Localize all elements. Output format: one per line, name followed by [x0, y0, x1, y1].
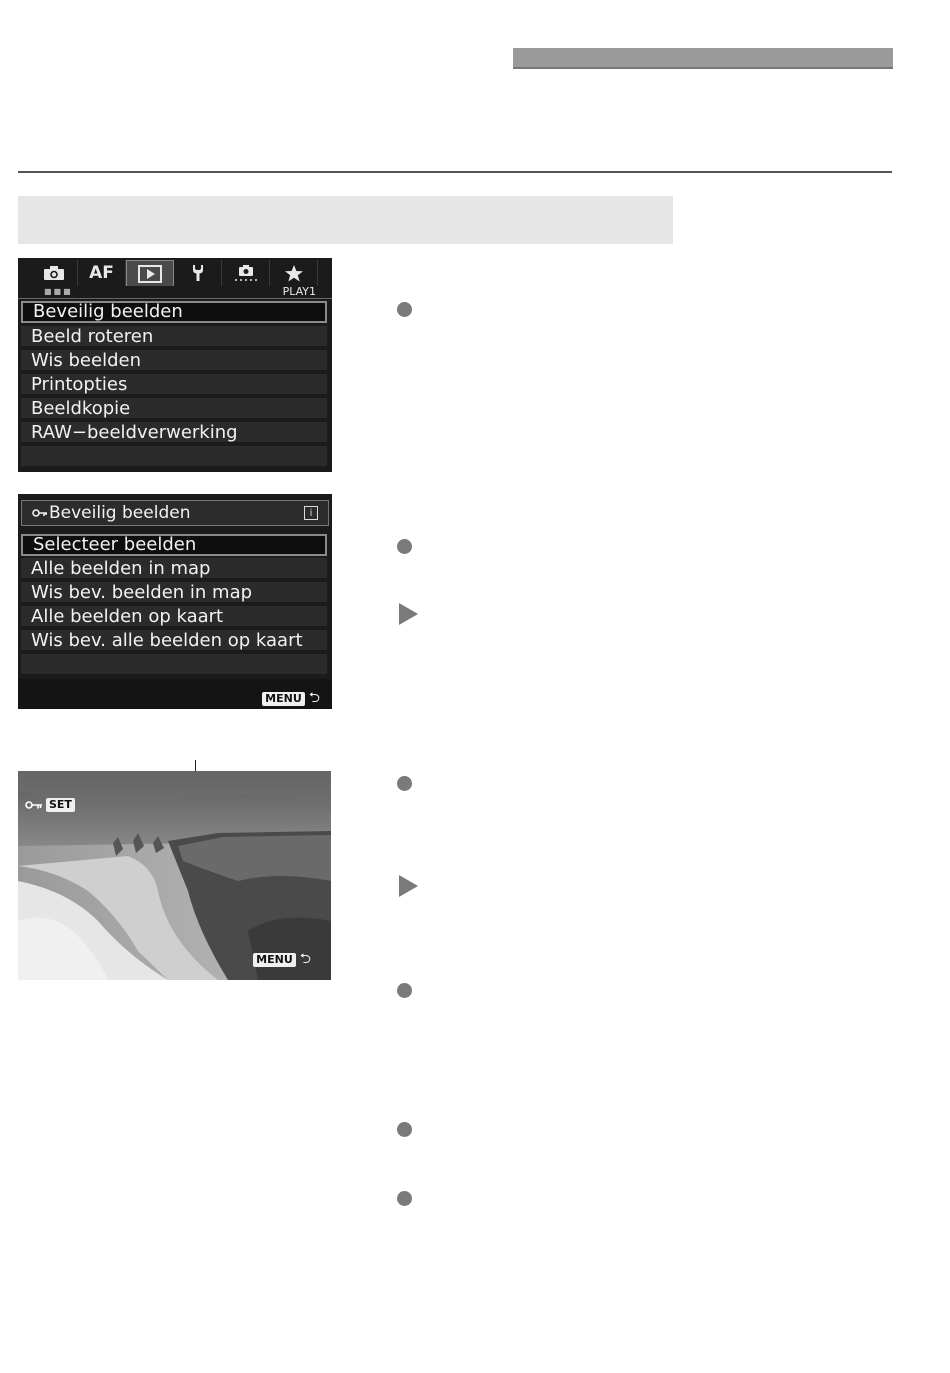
screen-footer [18, 679, 332, 709]
menu-button-label: MENU [262, 692, 305, 706]
bullet-icon [397, 539, 412, 554]
protect-set-indicator [25, 798, 75, 812]
section-title-band [18, 196, 673, 244]
menu-item-beeld-roteren[interactable]: Beeld roteren [21, 326, 327, 348]
playback-menu-screen [18, 258, 332, 472]
custom-camera-icon [234, 264, 258, 282]
tab-divider [18, 298, 332, 299]
horizontal-rule [18, 171, 892, 173]
playback-icon [138, 265, 162, 283]
wrench-icon [190, 264, 206, 282]
tab-af[interactable] [78, 260, 126, 286]
menu-item-wis-bev-beelden-in-map[interactable]: Wis bev. beelden in map [21, 582, 327, 604]
protect-images-screen [18, 494, 332, 709]
section-header-bar [513, 48, 893, 69]
info-icon[interactable] [304, 506, 318, 520]
tab-camera[interactable] [30, 260, 78, 286]
menu-item-wis-beelden[interactable]: Wis beelden [21, 350, 327, 372]
key-icon [32, 508, 48, 518]
step-triangle-icon [399, 603, 418, 625]
key-icon [25, 800, 43, 810]
subtab-indicator: ■■■ [44, 287, 73, 296]
set-button-label: SET [46, 798, 75, 812]
back-arrow-icon: ⮌ [299, 951, 311, 967]
menu-back-button[interactable] [262, 687, 320, 711]
bullet-icon [397, 983, 412, 998]
menu-item-empty [21, 446, 327, 468]
menu-item-beeldkopie[interactable]: Beeldkopie [21, 398, 327, 420]
menu-item-wis-bev-alle-beelden-op-kaart[interactable]: Wis bev. alle beelden op kaart [21, 630, 327, 652]
tab-my-menu[interactable] [270, 260, 318, 286]
menu-item-raw-beeldverwerking[interactable]: RAW−beeldverwerking [21, 422, 327, 444]
tab-playback[interactable] [126, 260, 174, 286]
af-tab-label: AF [89, 263, 114, 283]
screen-title [21, 500, 329, 526]
menu-item-beveilig-beelden[interactable]: Beveilig beelden [21, 301, 327, 323]
menu-item-alle-beelden-in-map[interactable]: Alle beelden in map [21, 558, 327, 580]
bullet-icon [397, 1191, 412, 1206]
menu-item-printopties[interactable]: Printopties [21, 374, 327, 396]
tab-custom-functions[interactable] [222, 260, 270, 286]
tab-setup[interactable] [174, 260, 222, 286]
menu-button-label: MENU [253, 953, 296, 967]
camera-icon [43, 265, 65, 281]
back-arrow-icon: ⮌ [308, 690, 320, 706]
menu-item-alle-beelden-op-kaart[interactable]: Alle beelden op kaart [21, 606, 327, 628]
bullet-icon [397, 1122, 412, 1137]
menu-item-selecteer-beelden[interactable]: Selecteer beelden [21, 534, 327, 556]
menu-back-button[interactable] [253, 948, 311, 972]
playback-photo [18, 771, 331, 980]
screen-title-text: Beveilig beelden [49, 503, 191, 523]
star-icon [284, 264, 304, 282]
menu-tabs [30, 260, 330, 286]
bullet-icon [397, 302, 412, 317]
step-triangle-icon [399, 875, 418, 897]
menu-item-empty [21, 654, 327, 676]
bullet-icon [397, 776, 412, 791]
info-label: i [309, 508, 313, 519]
tab-name: PLAY1 [282, 285, 316, 298]
